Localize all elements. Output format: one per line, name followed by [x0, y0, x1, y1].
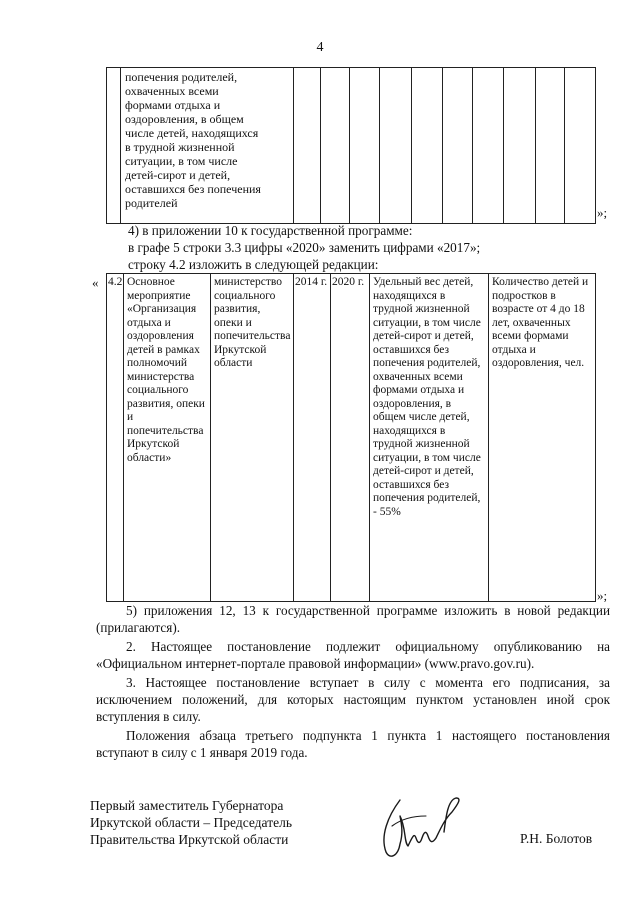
- paragraph-4: 4) в приложении 10 к государственной программе:: [128, 223, 413, 238]
- closing-quote: »;: [597, 205, 608, 220]
- table-cell: [380, 68, 412, 224]
- signatory-name: Р.Н. Болотов: [520, 831, 593, 846]
- indicator-line: детей-сирот и детей,: [125, 168, 231, 182]
- indicator-line: охваченных всеми: [125, 84, 219, 98]
- indicator-line: формами отдыха и: [125, 98, 221, 112]
- table-cell: [294, 68, 321, 224]
- signatory-title-line-1: Первый заместитель Губернатора: [90, 798, 284, 813]
- executor-cell: министерство социального развития, опеки и попечительства Иркутской области: [211, 274, 294, 602]
- indicator-line: числе детей, находящихся: [125, 126, 259, 140]
- row-4-2-table: [106, 273, 596, 602]
- closing-quote: »;: [597, 588, 608, 603]
- signatory-title-line-2: Иркутской области – Председатель: [90, 815, 292, 830]
- indicator-line: оставшихся без попечения: [125, 182, 261, 196]
- indicator-line: ситуации, в том числе: [125, 154, 238, 168]
- clause-3: 3. Настоящее постановление вступает в силу с момента его подписания, за исключением положений, для которых настоящим пунктом установлен иной срок вступления в силу.: [96, 675, 610, 724]
- table-cell: [565, 68, 596, 224]
- table-cell: [412, 68, 443, 224]
- clause-3-effective-date: Положения абзаца третьего подпункта 1 пункта 1 настоящего постановления вступают в силу с 1 января 2019 года.: [96, 728, 610, 760]
- table-cell: [536, 68, 565, 224]
- page-number: 4: [316, 40, 324, 55]
- table-cell: [473, 68, 504, 224]
- indicator-line: попечения родителей,: [125, 70, 238, 84]
- table-cell: [350, 68, 380, 224]
- indicator-line: родителей: [125, 196, 178, 210]
- table-cell: [504, 68, 536, 224]
- paragraph-5: 5) приложения 12, 13 к государственной программе изложить в новой редакции (прилагаются).: [96, 603, 610, 635]
- signatory-title-line-3: Правительства Иркутской области: [90, 832, 289, 847]
- opening-quote: «: [92, 275, 99, 290]
- table-continuation: [106, 67, 596, 224]
- indicator-cell: [121, 68, 294, 224]
- table-cell: [443, 68, 473, 224]
- handwritten-signature: [370, 786, 470, 866]
- indicator-cell: Удельный вес детей, находящихся в трудной жизненной ситуации, в том числе детей-сирот и детей, оставшихся без попечения родителей, охваченных всеми формами отдыха и оздоровления, в общем числе детей, находящихся в трудной жизненной ситуации, в том числе детей-сирот и детей, оставшихся без попечения родителей, - 55%: [370, 274, 489, 602]
- indicator-line: оздоровления, в общем: [125, 112, 244, 126]
- table-cell: [321, 68, 350, 224]
- result-cell: Количество детей и подростков в возрасте от 4 до 18 лет, охваченных всеми формами отдыха и оздоровления, чел.: [489, 274, 596, 602]
- table-cell: [107, 68, 121, 224]
- start-year-cell: 2014 г.: [294, 274, 331, 602]
- end-year-cell: 2020 г.: [331, 274, 370, 602]
- clause-2: 2. Настоящее постановление подлежит официальному опубликованию на «Официальном интернет-портале правовой информации» (www.pravo.gov.ru).: [96, 639, 610, 671]
- paragraph-4-row: строку 4.2 изложить в следующей редакции:: [128, 257, 379, 272]
- row-number-cell: 4.2: [107, 274, 124, 602]
- paragraph-4-replace: в графе 5 строки 3.3 цифры «2020» заменить цифрами «2017»;: [128, 240, 481, 255]
- event-cell: Основное мероприятие «Организация отдыха и оздоровления детей в рамках полномочий министерства социального развития, опеки и попечительства Иркутской области»: [124, 274, 211, 602]
- indicator-line: в трудной жизненной: [125, 140, 235, 154]
